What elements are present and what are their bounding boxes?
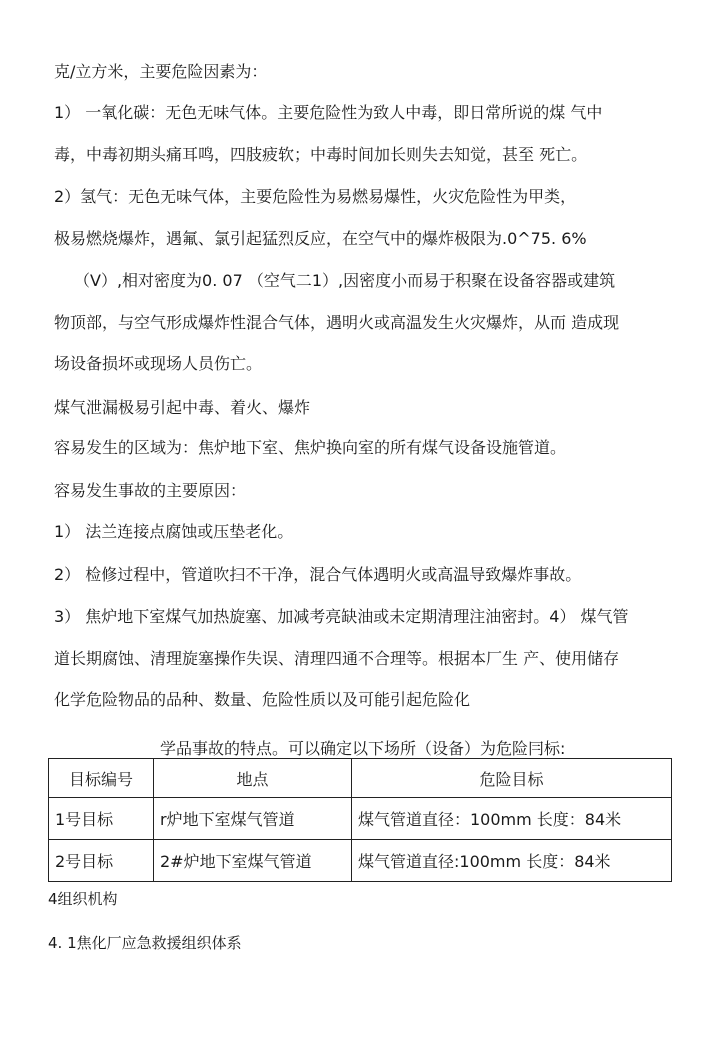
column-header: 目标编号: [49, 759, 154, 798]
paragraph: 场设备损坏或现场人员伤亡。: [54, 354, 263, 373]
paragraph: 克/立方米，主要危险因素为：: [54, 62, 268, 81]
table-cell: 1号目标: [49, 798, 154, 840]
paragraph: 1） 法兰连接点腐蚀或压垫老化。: [54, 522, 294, 541]
table-cell: 煤气管道直径:100mm 长度：84米: [352, 840, 672, 882]
column-header: 地点: [154, 759, 352, 798]
paragraph: 2）氢气：无色无味气体，主要危险性为易燃易爆性，火灾危险性为甲类，: [54, 187, 577, 206]
paragraph: 极易燃烧爆炸，遇氟、氯引起猛烈反应，在空气中的爆炸极限为.0^75. 6%: [54, 229, 587, 248]
paragraph: 化学危险物品的品种、数量、危险性质以及可能引起危险化: [54, 690, 471, 709]
table-header-row: [49, 759, 672, 798]
paragraph: 3） 焦炉地下室煤气加热旋塞、加减考亮缺油或未定期清理注油密封。4） 煤气管: [54, 607, 629, 626]
table-cell: 煤气管道直径：100mm 长度：84米: [352, 798, 672, 840]
paragraph: 物顶部，与空气形成爆炸性混合气体，遇明火或高温发生火灾爆炸，从而 造成现: [54, 313, 620, 332]
section-heading: 4组织机构: [48, 890, 118, 908]
table-row: [49, 798, 672, 840]
paragraph: 道长期腐蚀、清理旋塞操作失误、清理四通不合理等。根据本厂生 产、使用储存: [54, 649, 620, 668]
table-cell: r炉地下室煤气管道: [154, 798, 352, 840]
table-cell: 2#炉地下室煤气管道: [154, 840, 352, 882]
paragraph: 容易发生事故的主要原因：: [54, 481, 247, 500]
column-header: 危险目标: [352, 759, 672, 798]
subsection-heading: 4. 1焦化厂应急救援组织体系: [48, 934, 242, 952]
paragraph: 2） 检修过程中，管道吹扫不干净，混合气体遇明火或高温导致爆炸事故。: [54, 565, 582, 584]
paragraph: 煤气泄漏极易引起中毒、着火、爆炸: [54, 398, 311, 417]
table-row: [49, 840, 672, 882]
paragraph: （V）,相对密度为0. 07 （空气二1）,因密度小而易于积聚在设备容器或建筑: [74, 271, 616, 290]
table-caption: 学品事故的特点。可以确定以下场所（设备）为危险冃标:: [160, 739, 566, 758]
paragraph: 容易发生的区域为：焦炉地下室、焦炉换向室的所有煤气设备设施管道。: [54, 438, 567, 457]
table-cell: 2号目标: [49, 840, 154, 882]
paragraph: 1） 一氧化碳：无色无味气体。主要危险性为致人中毒，即日常所说的煤 气中: [54, 103, 603, 122]
paragraph: 毒，中毒初期头痛耳鸣，四肢疲软；中毒时间加长则失去知觉，甚至 死亡。: [54, 145, 588, 164]
hazard-target-table: [48, 758, 672, 882]
